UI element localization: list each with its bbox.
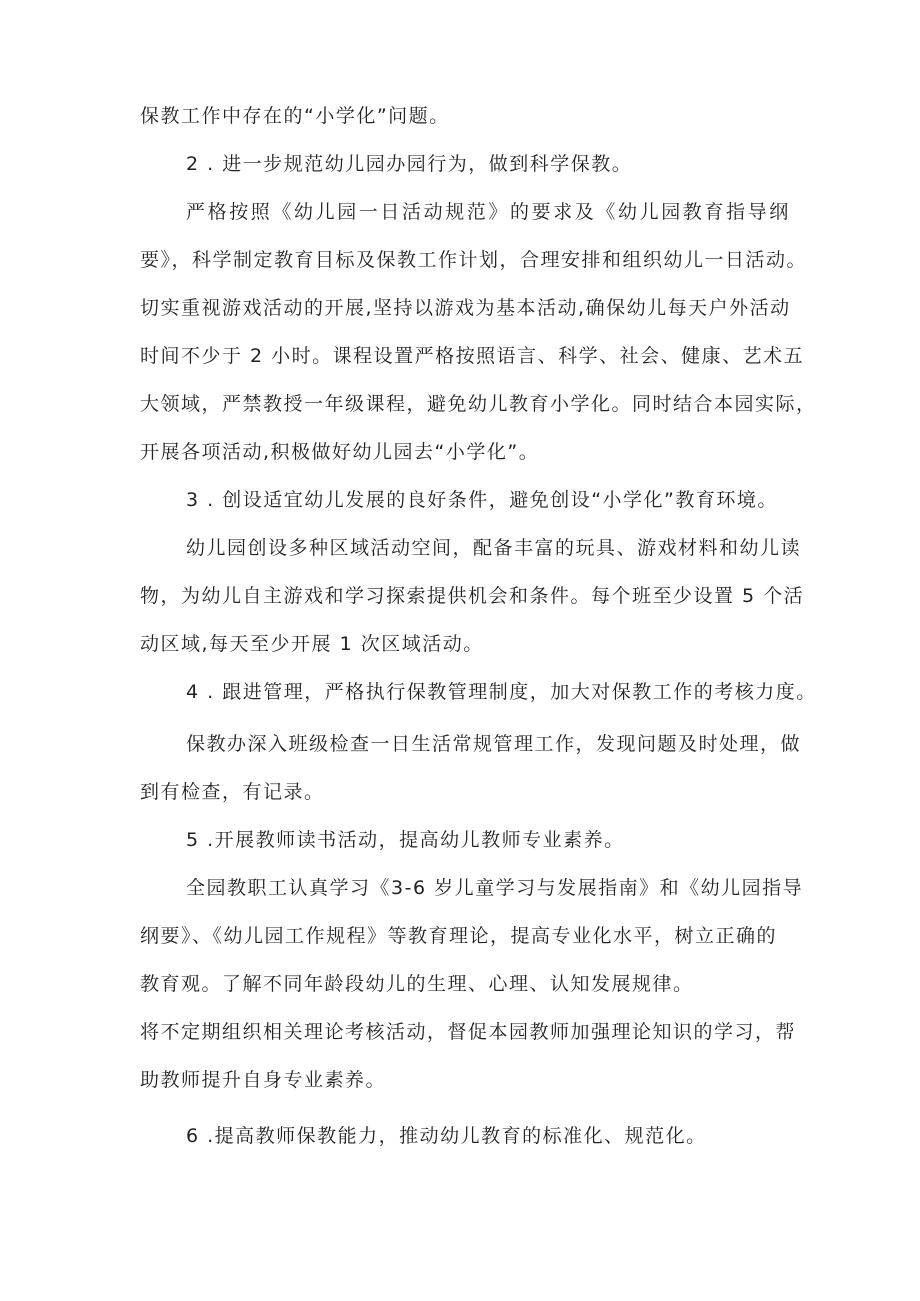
text-line: 助教师提升自身专业素养。 <box>140 1069 387 1091</box>
text-line: 保教办深入班级检查一日生活常规管理工作，发现问题及时处理，做 <box>186 733 802 755</box>
text-line: 保教工作中存在的“小学化”问题。 <box>140 105 450 127</box>
text-line: 要》，科学制定教育目标及保教工作计划，合理安排和组织幼儿一日活动。 <box>140 249 808 271</box>
text-line: 动区域,每天至少开展 1 次区域活动。 <box>140 633 484 655</box>
text-line: 到有检查，有记录。 <box>140 781 325 803</box>
text-line: 切实重视游戏活动的开展,坚持以游戏为基本活动,确保幼儿每天户外活动 <box>140 297 791 319</box>
text-line: 物，为幼儿自主游戏和学习探索提供机会和条件。每个班至少设置 5 个活 <box>140 585 805 607</box>
section-heading: 6 .提高教师保教能力，推动幼儿教育的标准化、规范化。 <box>186 1125 707 1147</box>
text-line: 幼儿园创设多种区域活动空间，配备丰富的玩具、游戏材料和幼儿读 <box>186 537 802 559</box>
text-line: 全园教职工认真学习《3-6 岁儿童学习与发展指南》和《幼儿园指导 <box>186 877 804 899</box>
section-heading: 5 .开展教师读书活动，提高幼儿教师专业素养。 <box>186 829 625 851</box>
text-line: 大领域，严禁教授一年级课程，避免幼儿教育小学化。同时结合本园实际， <box>140 393 817 415</box>
section-heading: 3 . 创设适宜幼儿发展的良好条件，避免创设“小学化”教育环境。 <box>186 489 778 511</box>
text-line: 严格按照《幼儿园一日活动规范》的要求及《幼儿园教育指导纲 <box>186 201 791 223</box>
text-line: 纲要》、《幼儿园工作规程》等教育理论，提高专业化水平，树立正确的 <box>140 925 778 947</box>
text-line: 教育观。了解不同年龄段幼儿的生理、心理、认知发展规律。 <box>140 973 694 995</box>
text-line: 将不定期组织相关理论考核活动，督促本园教师加强理论知识的学习，帮 <box>140 1021 797 1043</box>
text-line: 开展各项活动,积极做好幼儿园去“小学化”。 <box>140 441 540 463</box>
section-heading: 2 . 进一步规范幼儿园办园行为，做到科学保教。 <box>186 153 633 175</box>
section-heading: 4 . 跟进管理，严格执行保教管理制度，加大对保教工作的考核力度。 <box>186 681 817 703</box>
text-line: 时间不少于 2 小时。课程设置严格按照语言、科学、社会、健康、艺术五 <box>140 345 805 367</box>
